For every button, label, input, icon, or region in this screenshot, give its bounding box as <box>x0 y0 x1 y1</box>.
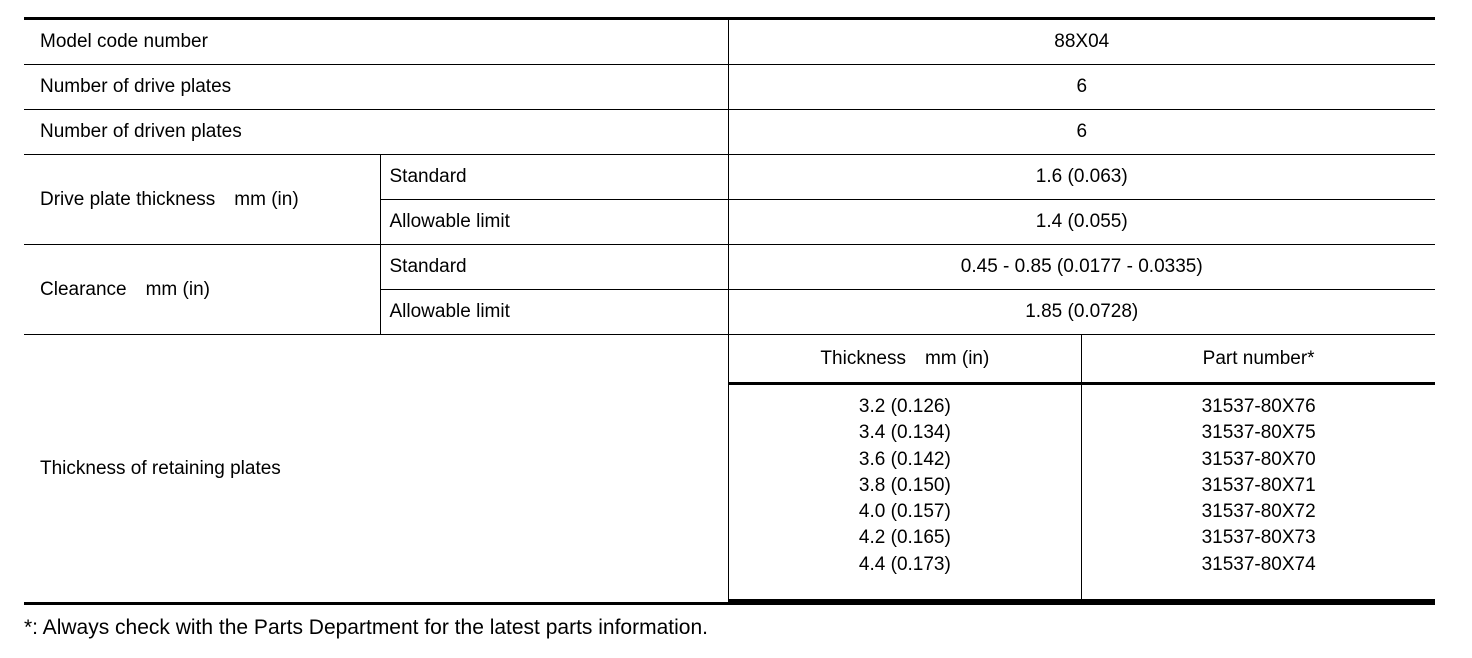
clearance-standard-value: 0.45 - 0.85 (0.0177 - 0.0335) <box>728 245 1435 290</box>
drive-plates-label: Number of drive plates <box>24 65 728 110</box>
clearance-limit-label: Allowable limit <box>380 290 728 335</box>
model-code-value: 88X04 <box>728 19 1435 65</box>
drive-plates-value: 6 <box>728 65 1435 110</box>
retaining-plates-cell <box>728 335 1435 604</box>
thickness-item: 3.8 (0.150) <box>858 474 951 496</box>
row-retaining-plates <box>24 335 1435 604</box>
row-drive-plates <box>24 65 1435 110</box>
part-number-item: 31537-80X72 <box>1201 501 1316 523</box>
spec-table <box>24 17 1435 605</box>
row-driven-plates <box>24 110 1435 155</box>
thickness-item: 4.0 (0.157) <box>858 501 951 523</box>
row-clearance-standard <box>24 245 1435 290</box>
clearance-standard-label: Standard <box>380 245 728 290</box>
clearance-label: Clearance mm (in) <box>24 245 380 335</box>
part-number-item: 31537-80X70 <box>1201 448 1316 470</box>
row-drive-plate-thickness-standard <box>24 155 1435 200</box>
drive-plate-limit-label: Allowable limit <box>380 200 728 245</box>
clearance-limit-value: 1.85 (0.0728) <box>728 290 1435 335</box>
drive-plate-standard-label: Standard <box>380 155 728 200</box>
part-number-item: 31537-80X75 <box>1201 422 1316 444</box>
row-model-code <box>24 19 1435 65</box>
part-number-item: 31537-80X74 <box>1201 553 1316 575</box>
thickness-item: 3.6 (0.142) <box>858 448 951 470</box>
part-number-item: 31537-80X71 <box>1201 474 1316 496</box>
retaining-plates-table <box>729 335 1436 602</box>
drive-plate-standard-value: 1.6 (0.063) <box>728 155 1435 200</box>
driven-plates-label: Number of driven plates <box>24 110 728 155</box>
model-code-label: Model code number <box>24 19 728 65</box>
retaining-plates-body <box>729 384 1436 601</box>
drive-plate-limit-value: 1.4 (0.055) <box>728 200 1435 245</box>
thickness-item: 3.4 (0.134) <box>858 422 951 444</box>
part-number-item: 31537-80X76 <box>1201 396 1316 417</box>
part-number-item: 31537-80X73 <box>1201 527 1316 549</box>
thickness-list <box>729 384 1082 601</box>
part-number-header: Part number* <box>1082 335 1435 384</box>
retaining-plates-header <box>729 335 1436 384</box>
driven-plates-value: 6 <box>728 110 1435 155</box>
thickness-item: 3.2 (0.126) <box>858 396 951 417</box>
thickness-item: 4.2 (0.165) <box>858 527 951 549</box>
footnote: *: Always check with the Parts Department for the latest parts information. <box>24 616 708 639</box>
drive-plate-thickness-label: Drive plate thickness mm (in) <box>24 155 380 245</box>
part-number-list <box>1082 384 1435 601</box>
thickness-item: 4.4 (0.173) <box>858 553 951 575</box>
thickness-header: Thickness mm (in) <box>729 335 1082 384</box>
retaining-plates-label: Thickness of retaining plates <box>24 335 728 604</box>
